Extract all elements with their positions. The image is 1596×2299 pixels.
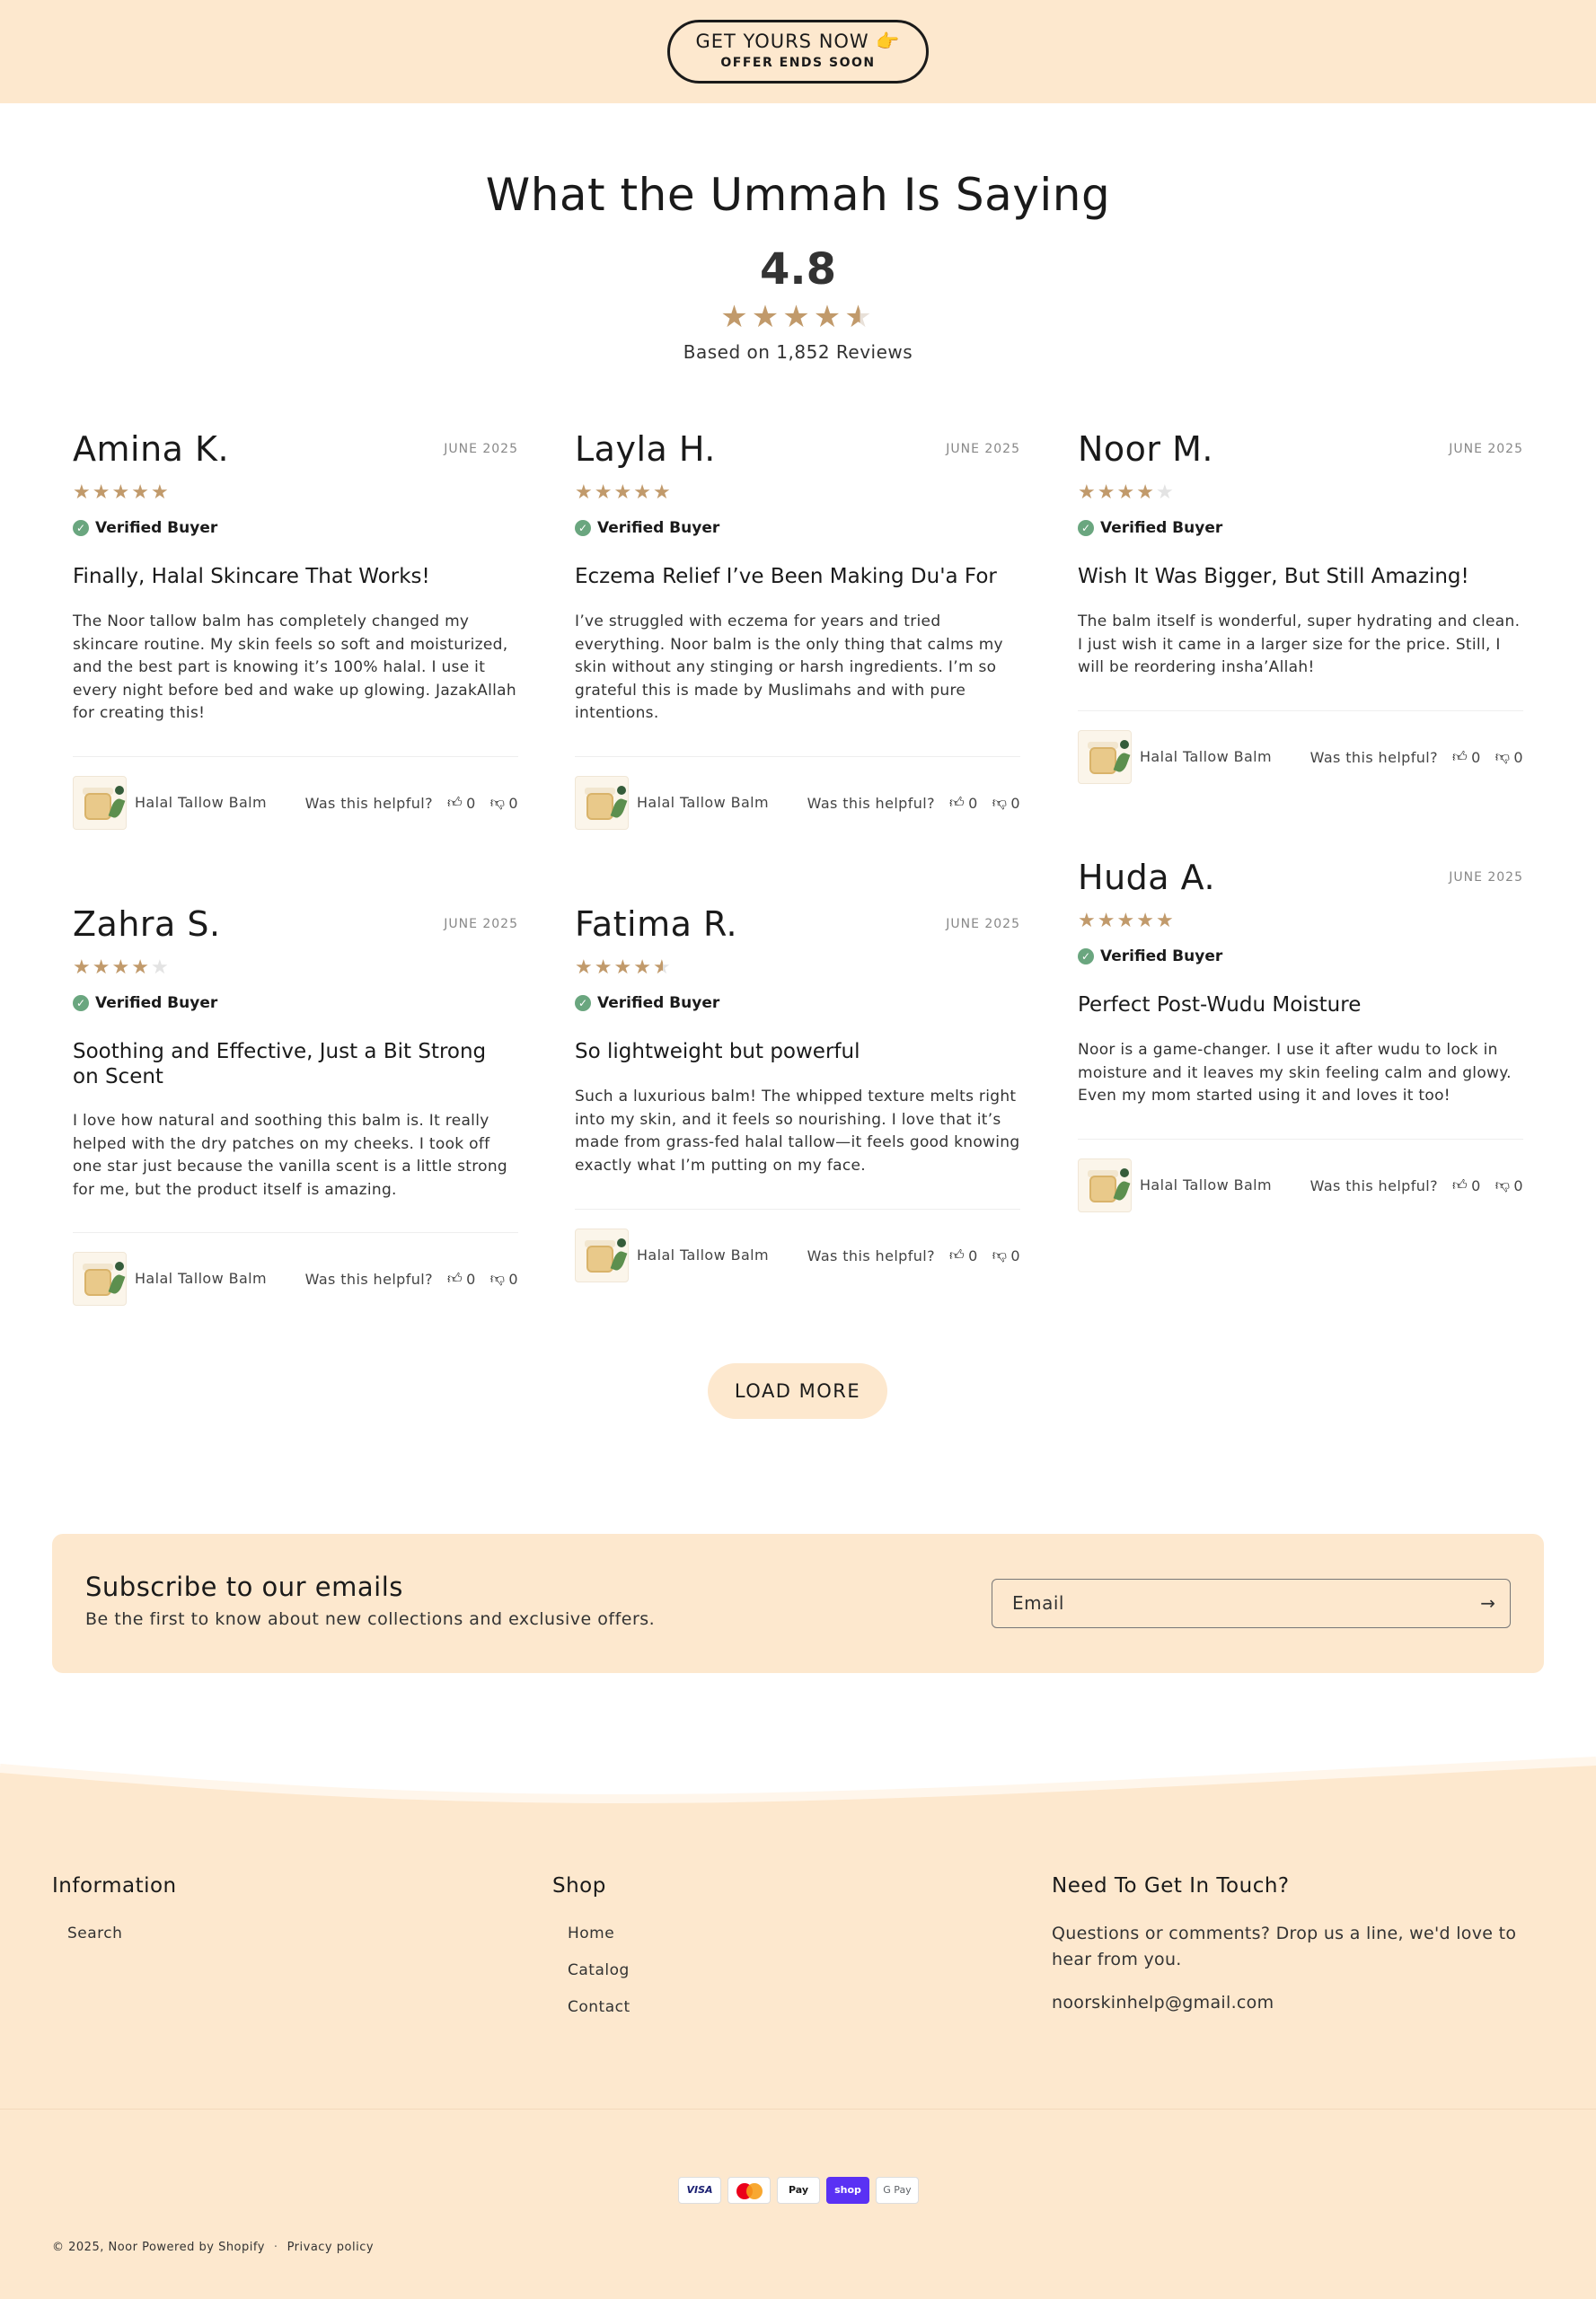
review-count: Based on 1,852 Reviews	[683, 341, 913, 363]
helpful-vote	[305, 1270, 518, 1288]
thumbs-up-icon: 👍︎	[1452, 1176, 1468, 1194]
thumbs-down-button[interactable]	[490, 1270, 518, 1288]
star-empty-icon: ★	[150, 956, 171, 979]
review-title: Perfect Post-Wudu Moisture	[1078, 993, 1362, 1017]
review-stars	[73, 956, 171, 979]
thumbs-up-button[interactable]	[447, 1270, 476, 1288]
thumbs-up-icon: 👍︎	[1452, 748, 1468, 765]
review-footer	[1078, 730, 1523, 784]
thumbs-down-icon: 👎︎	[489, 794, 506, 811]
review-title: Eczema Relief I’ve Been Making Du'a For	[575, 565, 997, 588]
product-name[interactable]: Halal Tallow Balm	[637, 1246, 770, 1264]
star-full-icon: ★	[111, 481, 132, 504]
thumbs-up-count: 0	[1471, 1176, 1481, 1194]
star-full-icon: ★	[613, 481, 634, 504]
star-full-icon: ★	[131, 956, 151, 979]
review-footer	[575, 1229, 1020, 1282]
star-full-icon: ★	[575, 956, 595, 979]
review-stars	[575, 956, 673, 979]
footer	[0, 1756, 1596, 2299]
star-full-icon: ★	[1116, 481, 1137, 504]
helpful-label: Was this helpful?	[304, 1270, 434, 1288]
review-footer	[575, 776, 1020, 830]
review-date: JUNE 2025	[444, 442, 518, 456]
footer-link-home[interactable]: Home	[568, 1925, 615, 1942]
product-thumbnail[interactable]	[575, 1229, 629, 1282]
footer-information-title: Information	[52, 1874, 177, 1898]
review-date: JUNE 2025	[1449, 442, 1523, 456]
helpful-vote	[1310, 748, 1523, 766]
thumbs-down-count: 0	[1513, 748, 1523, 766]
helpful-label: Was this helpful?	[304, 794, 434, 812]
product-name[interactable]: Halal Tallow Balm	[135, 1270, 268, 1287]
reviewer-name: Zahra S.	[73, 904, 221, 944]
check-icon: ✓	[575, 520, 591, 536]
helpful-label: Was this helpful?	[807, 794, 936, 812]
thumbs-up-count: 0	[466, 1270, 476, 1288]
copyright	[52, 2241, 374, 2254]
review-body: I love how natural and soothing this balm is. It really helped with the dry patches on my cheeks. I took off one star just because the vanilla scent is a little strong for me, but the product itself is amazing.	[73, 1112, 508, 1199]
footer-contact-text: Questions or comments? Drop us a line, we'd love to hear from you.	[1052, 1924, 1517, 1969]
review-body: The balm itself is wonderful, super hydrating and clean. I just wish it came in a larger size for the price. Still, I will be reordering insha’Allah!	[1078, 612, 1521, 676]
verified-buyer-badge	[1078, 519, 1222, 537]
helpful-label: Was this helpful?	[1309, 1176, 1439, 1194]
thumbs-up-count: 0	[968, 794, 978, 812]
thumbs-down-icon: 👎︎	[992, 1246, 1008, 1264]
verified-buyer-badge	[1078, 947, 1222, 965]
cta-main-label: GET YOURS NOW 👉	[695, 31, 901, 52]
visa-icon: VISA	[678, 2177, 721, 2204]
verified-label: Verified Buyer	[597, 994, 720, 1012]
check-icon: ✓	[1078, 948, 1094, 965]
product-thumbnail[interactable]	[73, 1252, 127, 1306]
review-body: The Noor tallow balm has completely changed my skincare routine. My skin feels so soft and moisturized, and the best part is knowing it’s 100% halal. I use it every night before bed and wake up glowing. JazakAllah for creating this!	[73, 612, 516, 722]
star-full-icon: ★	[575, 481, 595, 504]
verified-label: Verified Buyer	[95, 519, 218, 537]
footer-link-catalog[interactable]: Catalog	[568, 1961, 630, 1979]
star-full-icon: ★	[633, 481, 653, 504]
star-full-icon: ★	[131, 481, 151, 504]
review-date: JUNE 2025	[946, 442, 1020, 456]
mastercard-icon	[727, 2177, 771, 2204]
star-full-icon: ★	[594, 481, 614, 504]
review-divider	[1078, 1139, 1523, 1140]
thumbs-down-icon: 👎︎	[992, 794, 1008, 811]
average-stars: ★★★★★	[720, 299, 876, 335]
review-date: JUNE 2025	[444, 917, 518, 931]
star-full-icon: ★	[1155, 910, 1176, 932]
review-date: JUNE 2025	[1449, 870, 1523, 885]
thumbs-down-count: 0	[1010, 794, 1020, 812]
footer-divider	[0, 2109, 1596, 2110]
star-full-icon: ★	[613, 956, 634, 979]
reviewer-name: Layla H.	[575, 429, 716, 469]
review-stars	[1078, 481, 1176, 504]
star-full-icon: ★	[1097, 910, 1117, 932]
product-thumbnail[interactable]	[1078, 730, 1132, 784]
review-body: Noor is a game-changer. I use it after wudu to lock in moisture and it leaves my skin feeling calm and glowy. Even my mom started using it and loves it too!	[1078, 1041, 1512, 1105]
get-yours-now-button[interactable]	[667, 20, 929, 84]
helpful-vote	[305, 794, 518, 812]
thumbs-up-count: 0	[1471, 748, 1481, 766]
thumbs-down-button[interactable]	[992, 1246, 1020, 1264]
privacy-policy-link[interactable]: Privacy policy	[287, 2241, 375, 2254]
thumbs-down-count: 0	[1513, 1176, 1523, 1194]
review-title: So lightweight but powerful	[575, 1040, 860, 1063]
star-empty-icon: ★	[1155, 481, 1176, 504]
review-body: I’ve struggled with eczema for years and tried everything. Noor balm is the only thing that calms my skin without any stinging or harsh ingredients. I’m so grateful this is made by Muslimahs and with pure intentions.	[575, 612, 1003, 722]
verified-buyer-badge	[73, 519, 217, 537]
star-full-icon: ★	[73, 956, 93, 979]
thumbs-down-button[interactable]	[490, 794, 518, 812]
star-full-icon: ★	[1078, 910, 1098, 932]
thumbs-down-button[interactable]	[1495, 1176, 1523, 1194]
arrow-right-icon[interactable]: →	[1480, 1592, 1495, 1614]
thumbs-up-button[interactable]	[949, 1246, 978, 1264]
star-full-icon: ★	[111, 956, 132, 979]
review-stars	[575, 481, 673, 504]
star-full-icon: ★	[652, 481, 673, 504]
reviewer-name: Huda A.	[1078, 858, 1216, 897]
thumbs-down-icon: 👎︎	[1495, 1176, 1511, 1194]
newsletter-subtitle: Be the first to know about new collections and exclusive offers.	[85, 1609, 656, 1629]
average-rating: 4.8	[759, 244, 837, 295]
product-thumbnail[interactable]	[73, 776, 127, 830]
check-icon: ✓	[73, 995, 89, 1011]
load-more-button[interactable]: LOAD MORE	[708, 1363, 887, 1419]
review-divider	[73, 1232, 518, 1233]
review-divider	[73, 756, 518, 757]
review-divider	[575, 756, 1020, 757]
review-divider	[1078, 710, 1523, 711]
check-icon: ✓	[73, 520, 89, 536]
thumbs-down-button[interactable]	[1495, 748, 1523, 766]
footer-contact-title: Need To Get In Touch?	[1052, 1874, 1290, 1898]
product-thumbnail[interactable]	[575, 776, 629, 830]
review-stars	[1078, 910, 1176, 932]
thumbs-down-count: 0	[508, 794, 518, 812]
payment-icons	[678, 2177, 919, 2204]
thumbs-down-count: 0	[1010, 1246, 1020, 1264]
review-date: JUNE 2025	[946, 917, 1020, 931]
review-footer	[73, 1252, 518, 1306]
star-full-icon: ★	[1116, 910, 1137, 932]
helpful-vote	[1310, 1176, 1523, 1194]
star-full-icon: ★	[92, 956, 112, 979]
footer-link-search[interactable]: Search	[67, 1925, 123, 1942]
review-title: Soothing and Effective, Just a Bit Strong on Scent	[73, 1040, 487, 1088]
product-name[interactable]: Halal Tallow Balm	[1140, 748, 1273, 765]
helpful-vote	[807, 794, 1020, 812]
thumbs-down-button[interactable]	[992, 794, 1020, 812]
thumbs-up-icon: 👍︎	[447, 794, 463, 811]
star-full-icon: ★	[73, 481, 93, 504]
footer-shop-title: Shop	[552, 1874, 606, 1898]
review-divider	[575, 1209, 1020, 1210]
star-full-icon: ★	[150, 481, 171, 504]
product-name[interactable]: Halal Tallow Balm	[1140, 1176, 1273, 1194]
thumbs-down-icon: 👎︎	[1495, 748, 1511, 765]
verified-buyer-badge	[73, 994, 217, 1012]
verified-buyer-badge	[575, 519, 719, 537]
footer-link-contact[interactable]: Contact	[568, 1998, 630, 2016]
reviewer-name: Noor M.	[1078, 429, 1213, 469]
thumbs-up-button[interactable]	[447, 794, 476, 812]
thumbs-up-button[interactable]	[1452, 748, 1481, 766]
review-title: Wish It Was Bigger, But Still Amazing!	[1078, 565, 1469, 588]
star-full-icon: ★	[1078, 481, 1098, 504]
thumbs-up-count: 0	[968, 1246, 978, 1264]
reviews-section-title: What the Ummah Is Saying	[485, 169, 1111, 221]
copyright-text: © 2025, Noor Powered by Shopify	[52, 2241, 265, 2254]
star-full-icon: ★	[1136, 481, 1156, 504]
thumbs-down-count: 0	[508, 1270, 518, 1288]
review-footer	[1078, 1158, 1523, 1212]
star-full-icon: ★	[1136, 910, 1156, 932]
review-title: Finally, Halal Skincare That Works!	[73, 565, 430, 588]
verified-buyer-badge	[575, 994, 719, 1012]
helpful-vote	[807, 1246, 1020, 1264]
newsletter-title: Subscribe to our emails	[85, 1572, 403, 1602]
product-thumbnail[interactable]	[1078, 1158, 1132, 1212]
review-stars	[73, 481, 171, 504]
star-half-icon: ★	[652, 956, 673, 979]
thumbs-down-icon: 👎︎	[489, 1270, 506, 1287]
thumbs-up-button[interactable]	[949, 794, 978, 812]
thumbs-up-icon: 👍︎	[949, 1246, 966, 1264]
shop-pay-icon: shop	[826, 2177, 869, 2204]
helpful-label: Was this helpful?	[1309, 748, 1439, 766]
star-full-icon: ★	[594, 956, 614, 979]
star-full-icon: ★	[92, 481, 112, 504]
reviewer-name: Amina K.	[73, 429, 230, 469]
cta-sub-label: OFFER ENDS SOON	[720, 56, 876, 70]
star-full-icon: ★	[633, 956, 653, 979]
top-banner	[0, 0, 1596, 103]
footer-wave	[0, 1756, 1596, 1810]
reviewer-name: Fatima R.	[575, 904, 738, 944]
check-icon: ✓	[1078, 520, 1094, 536]
helpful-label: Was this helpful?	[807, 1246, 936, 1264]
email-field[interactable]	[992, 1579, 1511, 1628]
google-pay-icon: G Pay	[876, 2177, 919, 2204]
verified-label: Verified Buyer	[597, 519, 720, 537]
product-name[interactable]: Halal Tallow Balm	[637, 794, 770, 811]
verified-label: Verified Buyer	[1100, 519, 1223, 537]
thumbs-up-button[interactable]	[1452, 1176, 1481, 1194]
thumbs-up-count: 0	[466, 794, 476, 812]
review-footer	[73, 776, 518, 830]
check-icon: ✓	[575, 995, 591, 1011]
footer-contact-email[interactable]: noorskinhelp@gmail.com	[1052, 1993, 1274, 2013]
email-field-label: Email	[1012, 1592, 1064, 1614]
thumbs-up-icon: 👍︎	[949, 794, 966, 811]
newsletter-section	[52, 1534, 1544, 1673]
verified-label: Verified Buyer	[1100, 947, 1223, 965]
apple-pay-icon: Pay	[777, 2177, 820, 2204]
thumbs-up-icon: 👍︎	[447, 1270, 463, 1287]
separator-dot: ·	[273, 2241, 278, 2254]
product-name[interactable]: Halal Tallow Balm	[135, 794, 268, 811]
review-body: Such a luxurious balm! The whipped texture melts right into my skin, and it feels so nourishing. I love that it’s made from grass-fed halal tallow—it feels good knowing exactly what I’m putting on my face.	[575, 1088, 1020, 1175]
star-full-icon: ★	[1097, 481, 1117, 504]
verified-label: Verified Buyer	[95, 994, 218, 1012]
